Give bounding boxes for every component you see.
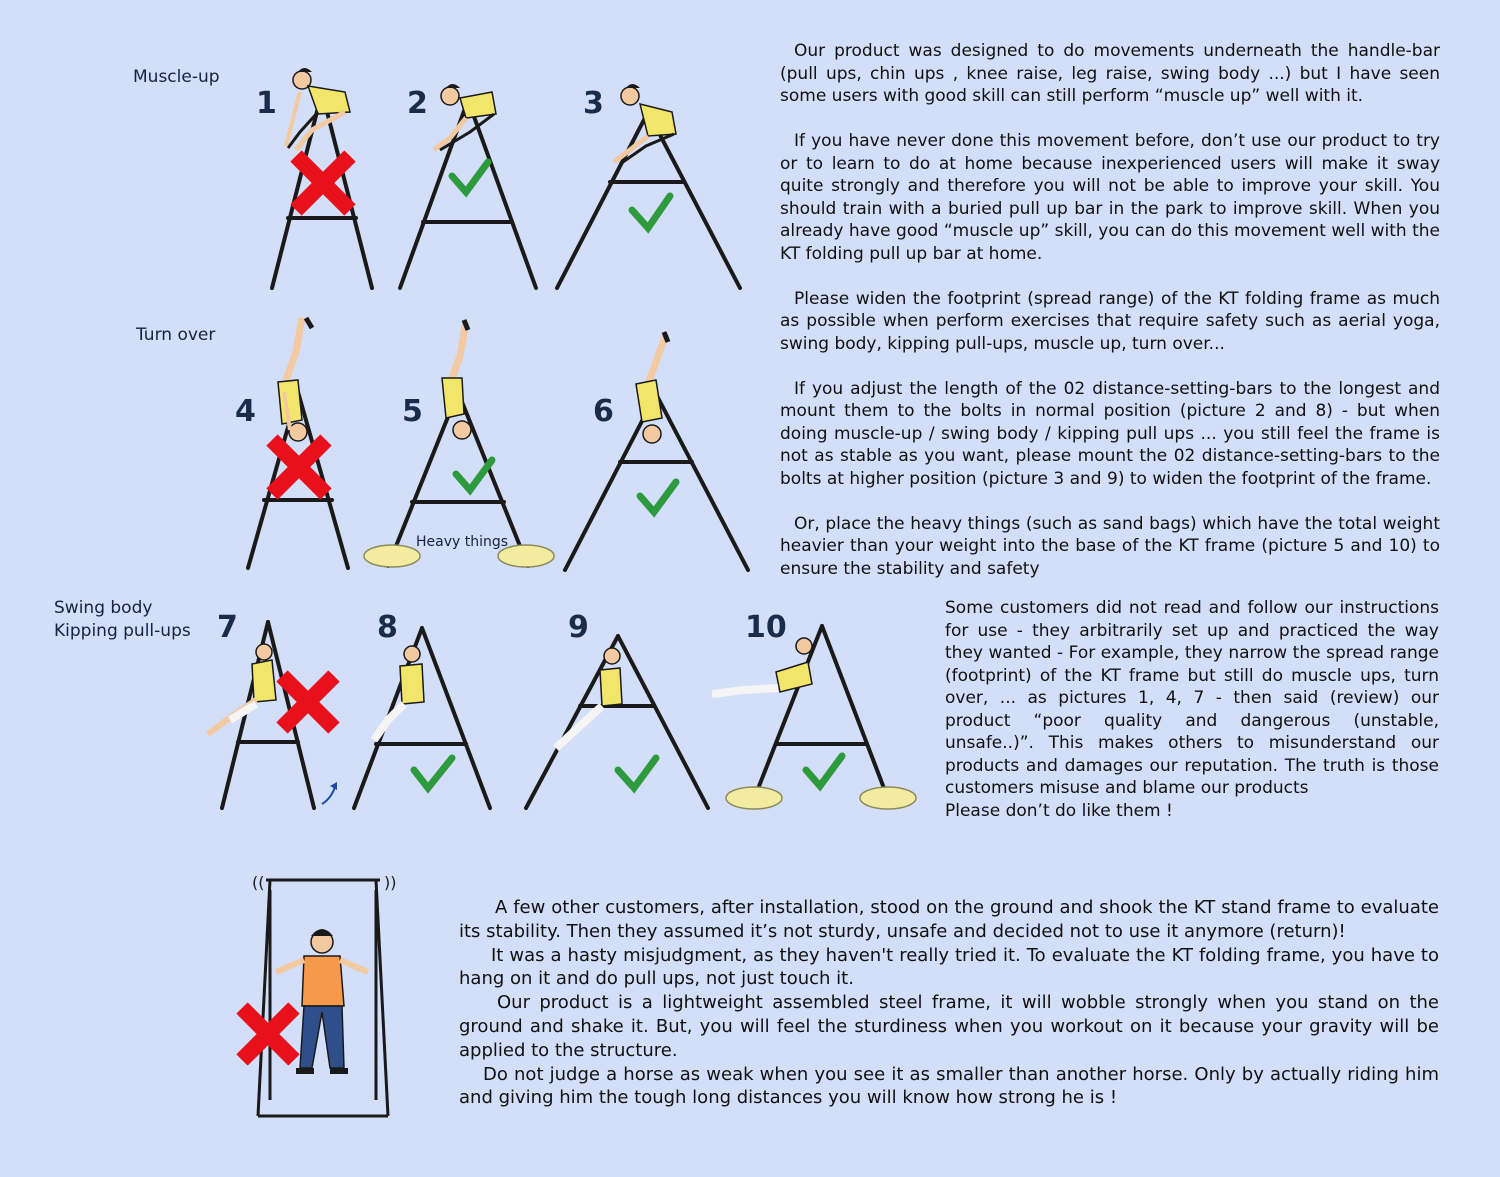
- stability-note: [459, 896, 1439, 1110]
- figure-number: 8: [377, 610, 398, 645]
- shake-mark-right: )): [384, 873, 397, 892]
- misuse-note: [945, 597, 1439, 822]
- section-label-line: Kipping pull-ups: [54, 621, 191, 641]
- instruction-paragraph: Our product was designed to do movements underneath the handle-bar (pull ups, chin ups , knee raise, leg raise, swing body ...) but I have seen some users with good skill can still perform “muscle up” well with it.: [780, 41, 1440, 106]
- section-label-line: Swing body: [54, 598, 153, 618]
- figure-number: 4: [235, 394, 256, 429]
- figure-number: 7: [217, 610, 238, 645]
- figure-number: 3: [583, 86, 604, 121]
- figure-number: 10: [745, 610, 787, 645]
- instruction-paragraph: Please widen the footprint (spread range) of the KT folding frame as much as possible when perform exercises that require safety such as aerial yoga, swing body, kipping pull-ups, muscle up, turn over...: [780, 288, 1440, 354]
- figure-number: 1: [256, 86, 277, 121]
- instruction-paragraph: Or, place the heavy things (such as sand bags) which have the total weight heavier than your weight into the base of the KT frame (picture 5 and 10) to ensure the stability and safety: [780, 513, 1440, 579]
- figure-number: 5: [402, 394, 423, 429]
- misuse-closing: Please don’t do like them !: [945, 800, 1173, 821]
- shake-mark-left: ((: [252, 873, 265, 892]
- figure-number: 6: [593, 394, 614, 429]
- instruction-paragraph: If you adjust the length of the 02 distance-setting-bars to the longest and mount them to the bolts in normal position (picture 2 and 8) - but when doing muscle-up / swing body / kipping pull ups ... you still feel the frame is not as stable as you want, please mount the 02 distance-setting-bars to the bolts at higher position (picture 3 and 9) to widen the footprint of the frame.: [780, 378, 1440, 489]
- misuse-paragraph: Some customers did not read and follow our instructions for use - they arbitrarily set up and practiced the way they wanted - For example, they narrow the spread range (footprint) of the KT frame but still do muscle ups, turn over, ... as pictures 1, 4, 7 - then said (review) our product “poor quality and dangerous (unstable, unsafe..)”. This makes others to misunderstand our products and damages our reputation. The truth is those customers misuse and blame our products: [945, 598, 1439, 798]
- stability-paragraph: Do not judge a horse as weak when you see it as smaller than another horse. Only by actually riding him and giving him the tough long distances you will know how strong he is !: [459, 1063, 1439, 1109]
- figure-number: 9: [568, 610, 589, 645]
- cross-icon: [242, 1008, 294, 1060]
- section-label-muscle-up: Muscle-up: [133, 67, 220, 87]
- figure-number: 2: [407, 86, 428, 121]
- instruction-paragraph: If you have never done this movement before, don’t use our product to try or to learn to do at home because inexperienced users will make it sway quite strongly and therefore you will not be able to improve your skill. You should train with a buried pull up bar in the park to improve skill. When you already have good “muscle up” skill, you can do this movement well with the KT folding pull up bar at home.: [780, 131, 1440, 264]
- heavy-things-label: Heavy things: [416, 534, 509, 550]
- instructions-top: [780, 40, 1440, 603]
- stability-paragraph: It was a hasty misjudgment, as they haven't really tried it. To evaluate the KT folding frame, you have to hang on it and do pull ups, not just touch it.: [459, 944, 1439, 990]
- stability-paragraph: A few other customers, after installation, stood on the ground and shook the KT stand frame to evaluate its stability. Then they assumed it’s not sturdy, unsafe and decided not to use it anymore (return)!: [459, 897, 1439, 942]
- section-label-turn-over: Turn over: [136, 325, 216, 345]
- stability-paragraph: Our product is a lightweight assembled steel frame, it will wobble strongly when you stand on the ground and shake it. But, you will feel the sturdiness when you workout on it because your gravity will be applied to the structure.: [459, 992, 1439, 1061]
